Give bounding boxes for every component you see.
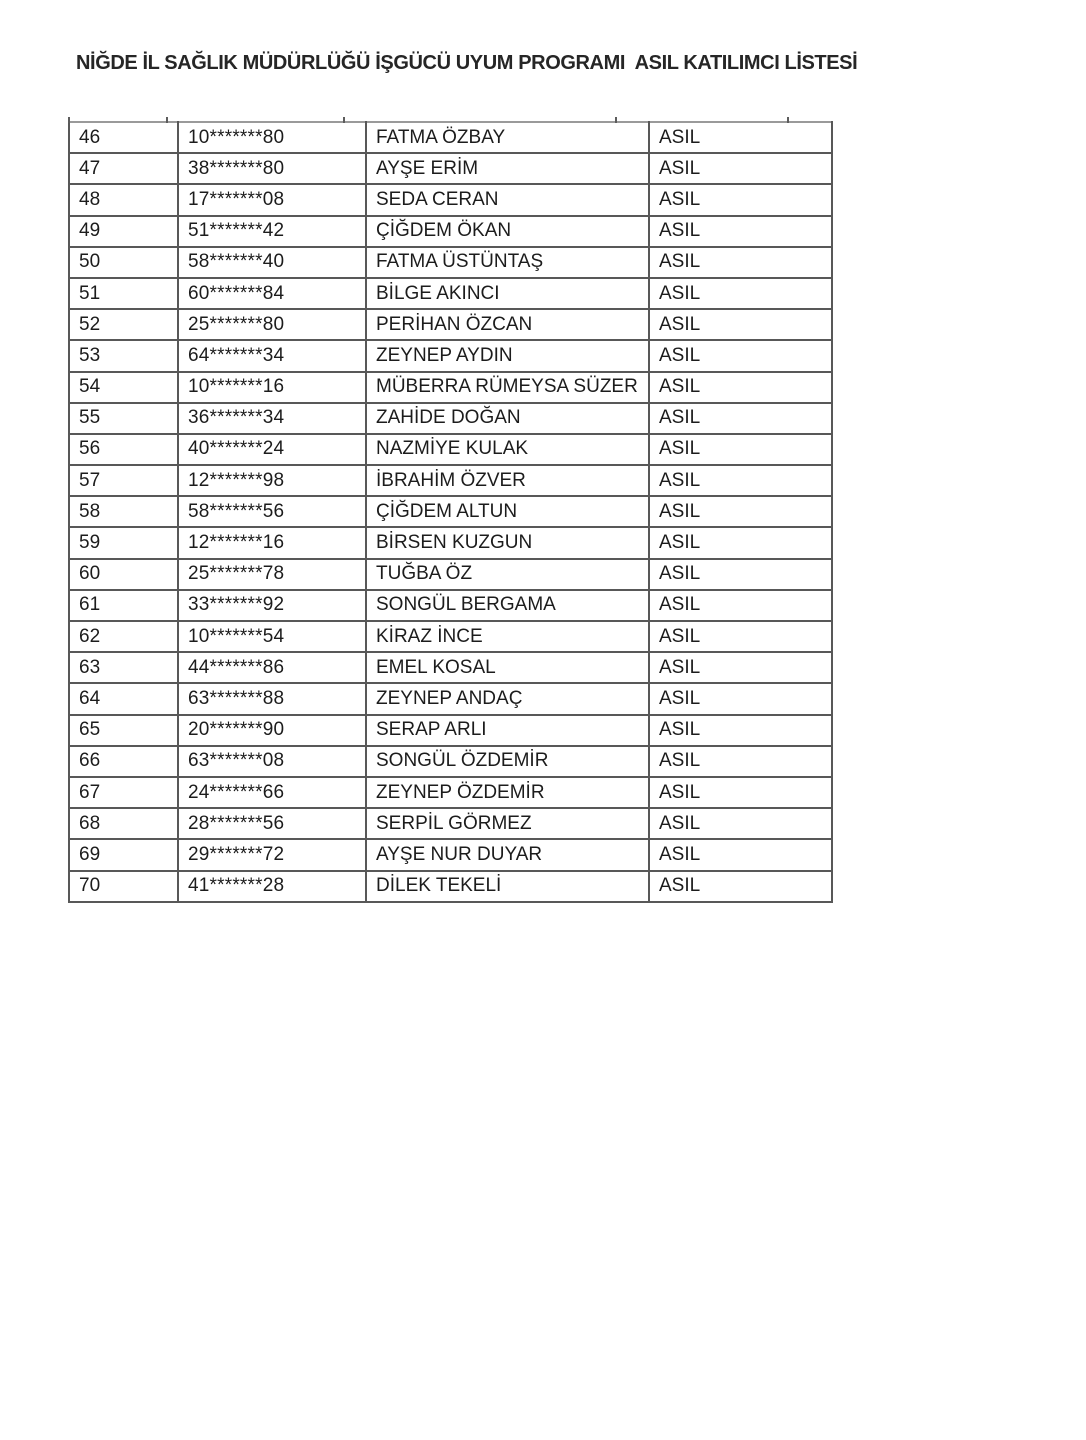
column-line-stub	[68, 117, 70, 123]
status-cell: ASIL	[649, 590, 832, 621]
row-number-cell: 70	[69, 871, 178, 902]
table-row	[69, 715, 832, 746]
table-row	[69, 839, 832, 870]
masked-id-cell: 36*******34	[178, 403, 366, 434]
participant-table	[68, 121, 833, 903]
masked-id-cell: 17*******08	[178, 184, 366, 215]
name-cell: ÇİĞDEM ÖKAN	[366, 216, 649, 247]
status-cell: ASIL	[649, 559, 832, 590]
status-cell: ASIL	[649, 340, 832, 371]
status-cell: ASIL	[649, 434, 832, 465]
table-row	[69, 559, 832, 590]
row-number-cell: 65	[69, 715, 178, 746]
page-title: NİĞDE İL SAĞLIK MÜDÜRLÜĞÜ İŞGÜCÜ UYUM PROGRAMI ASIL KATILIMCI LİSTESİ	[76, 52, 858, 74]
row-number-cell: 46	[69, 122, 178, 153]
row-number-cell: 59	[69, 527, 178, 558]
table-row	[69, 652, 832, 683]
status-cell: ASIL	[649, 372, 832, 403]
masked-id-cell: 10*******54	[178, 621, 366, 652]
table-row	[69, 527, 832, 558]
table-row	[69, 808, 832, 839]
row-number-cell: 53	[69, 340, 178, 371]
name-cell: AYŞE NUR DUYAR	[366, 839, 649, 870]
name-cell: ÇİĞDEM ALTUN	[366, 496, 649, 527]
name-cell: ZEYNEP ANDAÇ	[366, 683, 649, 714]
name-cell: SEDA CERAN	[366, 184, 649, 215]
row-number-cell: 57	[69, 465, 178, 496]
status-cell: ASIL	[649, 309, 832, 340]
status-cell: ASIL	[649, 652, 832, 683]
name-cell: BİLGE AKINCI	[366, 278, 649, 309]
row-number-cell: 54	[69, 372, 178, 403]
table-row	[69, 278, 832, 309]
masked-id-cell: 29*******72	[178, 839, 366, 870]
masked-id-cell: 20*******90	[178, 715, 366, 746]
name-cell: SONGÜL ÖZDEMİR	[366, 746, 649, 777]
name-cell: FATMA ÜSTÜNTAŞ	[366, 247, 649, 278]
masked-id-cell: 25*******80	[178, 309, 366, 340]
masked-id-cell: 44*******86	[178, 652, 366, 683]
masked-id-cell: 38*******80	[178, 153, 366, 184]
masked-id-cell: 60*******84	[178, 278, 366, 309]
name-cell: TUĞBA ÖZ	[366, 559, 649, 590]
row-number-cell: 68	[69, 808, 178, 839]
status-cell: ASIL	[649, 247, 832, 278]
masked-id-cell: 12*******98	[178, 465, 366, 496]
name-cell: BİRSEN KUZGUN	[366, 527, 649, 558]
participant-table-wrap	[68, 121, 833, 903]
table-row	[69, 590, 832, 621]
status-cell: ASIL	[649, 216, 832, 247]
name-cell: DİLEK TEKELİ	[366, 871, 649, 902]
table-row	[69, 621, 832, 652]
masked-id-cell: 10*******80	[178, 122, 366, 153]
status-cell: ASIL	[649, 683, 832, 714]
table-row	[69, 184, 832, 215]
name-cell: FATMA ÖZBAY	[366, 122, 649, 153]
row-number-cell: 51	[69, 278, 178, 309]
row-number-cell: 64	[69, 683, 178, 714]
masked-id-cell: 40*******24	[178, 434, 366, 465]
status-cell: ASIL	[649, 184, 832, 215]
masked-id-cell: 24*******66	[178, 777, 366, 808]
status-cell: ASIL	[649, 808, 832, 839]
table-row	[69, 216, 832, 247]
row-number-cell: 60	[69, 559, 178, 590]
status-cell: ASIL	[649, 496, 832, 527]
table-row	[69, 746, 832, 777]
masked-id-cell: 58*******56	[178, 496, 366, 527]
name-cell: EMEL KOSAL	[366, 652, 649, 683]
status-cell: ASIL	[649, 871, 832, 902]
column-line-stub	[343, 117, 345, 123]
name-cell: SERAP ARLI	[366, 715, 649, 746]
row-number-cell: 67	[69, 777, 178, 808]
name-cell: NAZMİYE KULAK	[366, 434, 649, 465]
row-number-cell: 49	[69, 216, 178, 247]
column-line-stub	[787, 117, 789, 123]
table-row	[69, 247, 832, 278]
masked-id-cell: 51*******42	[178, 216, 366, 247]
row-number-cell: 63	[69, 652, 178, 683]
name-cell: ZAHİDE DOĞAN	[366, 403, 649, 434]
table-row	[69, 340, 832, 371]
table-row	[69, 153, 832, 184]
row-number-cell: 56	[69, 434, 178, 465]
name-cell: SERPİL GÖRMEZ	[366, 808, 649, 839]
masked-id-cell: 28*******56	[178, 808, 366, 839]
status-cell: ASIL	[649, 715, 832, 746]
name-cell: ZEYNEP AYDIN	[366, 340, 649, 371]
masked-id-cell: 33*******92	[178, 590, 366, 621]
table-row	[69, 309, 832, 340]
masked-id-cell: 63*******08	[178, 746, 366, 777]
row-number-cell: 66	[69, 746, 178, 777]
status-cell: ASIL	[649, 777, 832, 808]
masked-id-cell: 58*******40	[178, 247, 366, 278]
table-row	[69, 496, 832, 527]
row-number-cell: 62	[69, 621, 178, 652]
name-cell: PERİHAN ÖZCAN	[366, 309, 649, 340]
table-row	[69, 372, 832, 403]
status-cell: ASIL	[649, 621, 832, 652]
row-number-cell: 47	[69, 153, 178, 184]
name-cell: SONGÜL BERGAMA	[366, 590, 649, 621]
column-line-stub	[166, 117, 168, 123]
masked-id-cell: 63*******88	[178, 683, 366, 714]
table-row	[69, 683, 832, 714]
masked-id-cell: 12*******16	[178, 527, 366, 558]
masked-id-cell: 10*******16	[178, 372, 366, 403]
status-cell: ASIL	[649, 746, 832, 777]
name-cell: İBRAHİM ÖZVER	[366, 465, 649, 496]
name-cell: AYŞE ERİM	[366, 153, 649, 184]
masked-id-cell: 41*******28	[178, 871, 366, 902]
row-number-cell: 55	[69, 403, 178, 434]
row-number-cell: 69	[69, 839, 178, 870]
status-cell: ASIL	[649, 153, 832, 184]
column-line-stub	[615, 117, 617, 123]
table-row	[69, 122, 832, 153]
table-row	[69, 465, 832, 496]
table-row	[69, 871, 832, 902]
participant-table-body	[69, 122, 832, 902]
row-number-cell: 61	[69, 590, 178, 621]
masked-id-cell: 64*******34	[178, 340, 366, 371]
name-cell: MÜBERRA RÜMEYSA SÜZER	[366, 372, 649, 403]
status-cell: ASIL	[649, 527, 832, 558]
name-cell: ZEYNEP ÖZDEMİR	[366, 777, 649, 808]
table-row	[69, 403, 832, 434]
status-cell: ASIL	[649, 278, 832, 309]
name-cell: KİRAZ İNCE	[366, 621, 649, 652]
table-row	[69, 434, 832, 465]
row-number-cell: 50	[69, 247, 178, 278]
status-cell: ASIL	[649, 839, 832, 870]
row-number-cell: 58	[69, 496, 178, 527]
status-cell: ASIL	[649, 403, 832, 434]
masked-id-cell: 25*******78	[178, 559, 366, 590]
table-row	[69, 777, 832, 808]
status-cell: ASIL	[649, 465, 832, 496]
row-number-cell: 52	[69, 309, 178, 340]
row-number-cell: 48	[69, 184, 178, 215]
status-cell: ASIL	[649, 122, 832, 153]
